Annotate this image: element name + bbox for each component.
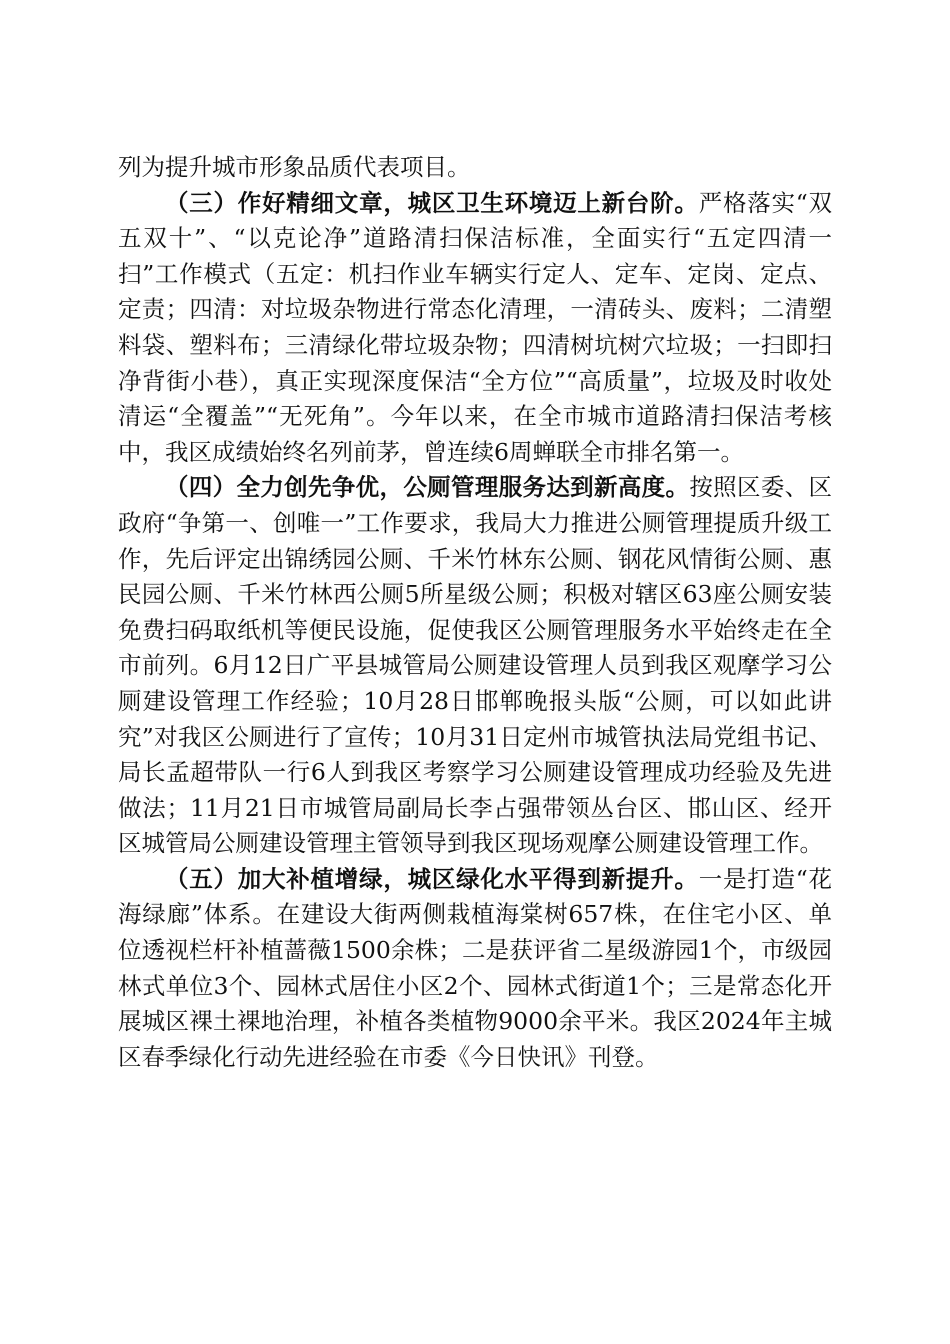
paragraph-body: 列为提升城市形象品质代表项目。 xyxy=(118,153,471,181)
paragraph-body: 一是打造“花海绿廊”体系。在建设大街两侧栽植海棠树657株，在住宅小区、单位透视栏杆补植蔷薇1500余株；二是获评省二星级游园1个，市级园林式单位3个、园林式居住小区2个、园林式街道1个；三是常态化开展城区裸土裸地治理，补植各类植物9000余平米。我区2024年主城区春季绿化行动先进经验在市委《今日快讯》刊登。 xyxy=(118,864,833,1071)
paragraph-section-4 xyxy=(118,470,832,862)
paragraph-section-3 xyxy=(118,186,832,471)
section-heading: （四）全力创先争优，公厕管理服务达到新高度。 xyxy=(165,473,690,502)
paragraph-body: 按照区委、区政府“争第一、创唯一”工作要求，我局大力推进公厕管理提质升级工作，先后评定出锦绣园公厕、千米竹林东公厕、钢花风情街公厕、惠民园公厕、千米竹林西公厕5所星级公厕；积极对辖区63座公厕安装免费扫码取纸机等便民设施，促使我区公厕管理服务水平始终走在全市前列。6月12日广平县城管局公厕建设管理人员到我区观摩学习公厕建设管理工作经验；10月28日邯郸晚报头版“公厕，可以如此讲究”对我区公厕进行了宣传；10月31日定州市城管执法局党组书记、局长孟超带队一行6人到我区考察学习公厕建设管理成功经验及先进做法；11月21日市城管局副局长李占强带领丛台区、邯山区、经开区城管局公厕建设管理主管领导到我区现场观摩公厕建设管理工作。 xyxy=(118,473,833,858)
paragraph-continuation xyxy=(118,150,832,186)
document-page xyxy=(118,150,832,1075)
section-heading: （五）加大补植增绿，城区绿化水平得到新提升。 xyxy=(165,864,699,893)
section-heading: （三）作好精细文章，城区卫生环境迈上新台阶。 xyxy=(165,188,699,217)
paragraph-section-5 xyxy=(118,862,832,1076)
paragraph-body: 严格落实“双五双十”、“以克论净”道路清扫保洁标准，全面实行“五定四清一扫”工作模式（五定：机扫作业车辆实行定人、定车、定岗、定点、定责；四清：对垃圾杂物进行常态化清理，一清砖头、废料；二清塑料袋、塑料布；三清绿化带垃圾杂物；四清树坑树穴垃圾；一扫即扫净背街小巷），真正实现深度保洁“全方位”“高质量”，垃圾及时收处清运“全覆盖”“无死角”。今年以来，在全市城市道路清扫保洁考核中，我区成绩始终名列前茅，曾连续6周蝉联全市排名第一。 xyxy=(118,188,833,466)
